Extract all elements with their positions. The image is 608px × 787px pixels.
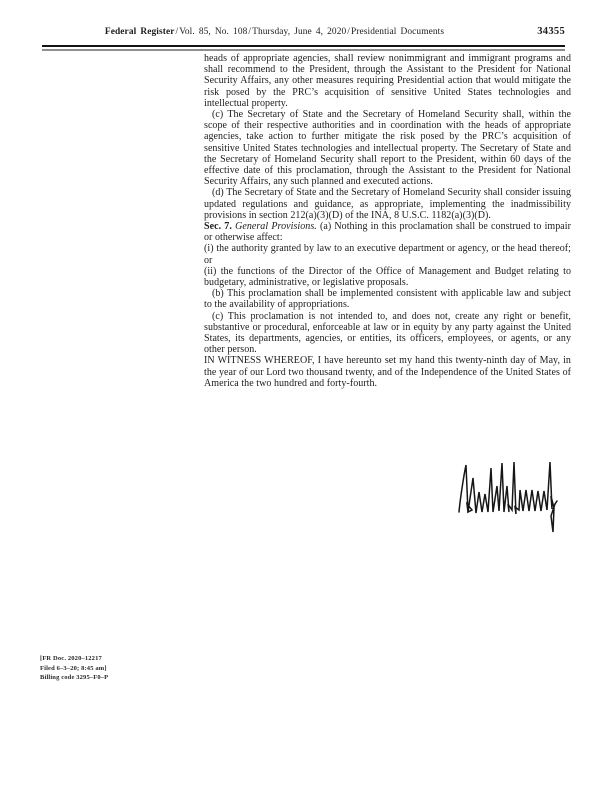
paragraph-b: (b) This proclamation shall be implemented consistent with applicable law and subject to the availability of appropriations. <box>204 288 571 311</box>
page-number: 34355 <box>537 26 565 37</box>
header-separator: / <box>175 27 179 37</box>
page-header <box>42 27 565 41</box>
section-7-heading-paragraph <box>204 221 571 243</box>
paragraph-c: (c) The Secretary of State and the Secretary of Homeland Security shall, within the scope of their respective authorities and in coordination with the heads of appropriate agencies, take action to further mitigate the risk posed by the PRC’s acquisition of sensitive United States technologies and intellectual property. The Secretary of State and the Secretary of Homeland Security shall report to the President, within 60 days of the effective date of this proclamation, through the Assistant to the President for National Security Affairs, any such planned and executed actions. <box>204 109 571 188</box>
fr-doc-number: [FR Doc. 2020–12217 <box>40 655 102 662</box>
list-item-i: (i) the authority granted by law to an executive department or agency, or the head thereof; or <box>204 243 571 266</box>
header-separator: / <box>248 27 252 37</box>
paragraph-c2: (c) This proclamation is not intended to, and does not, create any right or benefit, substantive or procedural, enforceable at law or in equity by any party against the United States, its departments, agencies, or entities, its officers, employees, or agents, or any other person. <box>204 310 571 356</box>
filing-info <box>40 654 108 683</box>
volume-info: Vol. 85, No. 108 <box>179 27 248 37</box>
section-name: Presidential Documents <box>350 27 445 37</box>
journal-title: Federal Register <box>104 27 175 37</box>
billing-code: Billing code 3295–F0–P <box>40 674 109 682</box>
paragraph-d: (d) The Secretary of State and the Secretary of Homeland Security shall consider issuing updated regulations and guidance, as appropriate, implementing the inadmissibility provisions in section 212(a)(3)(D) of the INA, 8 U.S.C. 1182(a)(3)(D). <box>204 187 571 221</box>
header-separator: / <box>347 27 350 37</box>
witness-clause: IN WITNESS WHEREOF, I have hereunto set my hand this twenty-ninth day of May, in the year of our Lord two thousand twenty, and of the Independence of the United States of America the two hundred and forty-fourth. <box>204 355 571 389</box>
section-7-title: General Provisions. <box>231 221 317 233</box>
presidential-signature-icon <box>452 452 564 544</box>
section-7-text: (a) Nothing in this proclamation shall be construed to impair or otherwise affect: <box>204 221 571 244</box>
issue-date: Thursday, June 4, 2020 <box>252 27 347 37</box>
header-rule-thin <box>42 49 565 51</box>
section-7-label: Sec. 7. <box>204 221 232 233</box>
header-rule-thick <box>42 45 565 48</box>
list-item-ii: (ii) the functions of the Director of the Office of Management and Budget relating to budgetary, administrative, or legislative proposals. <box>204 265 571 289</box>
document-body <box>204 53 571 389</box>
running-head <box>42 27 507 37</box>
continuation-paragraph: heads of appropriate agencies, shall review nonimmigrant and immigrant programs and shall recommend to the President, through the Assistant to the President for National Security Affairs, any other measures requiring Presidential action that would mitigate the risk posed by the PRC’s acquisition of sensitive United States technologies and intellectual property. <box>204 53 571 109</box>
filed-date: Filed 6–3–20; 8:45 am] <box>40 664 107 672</box>
